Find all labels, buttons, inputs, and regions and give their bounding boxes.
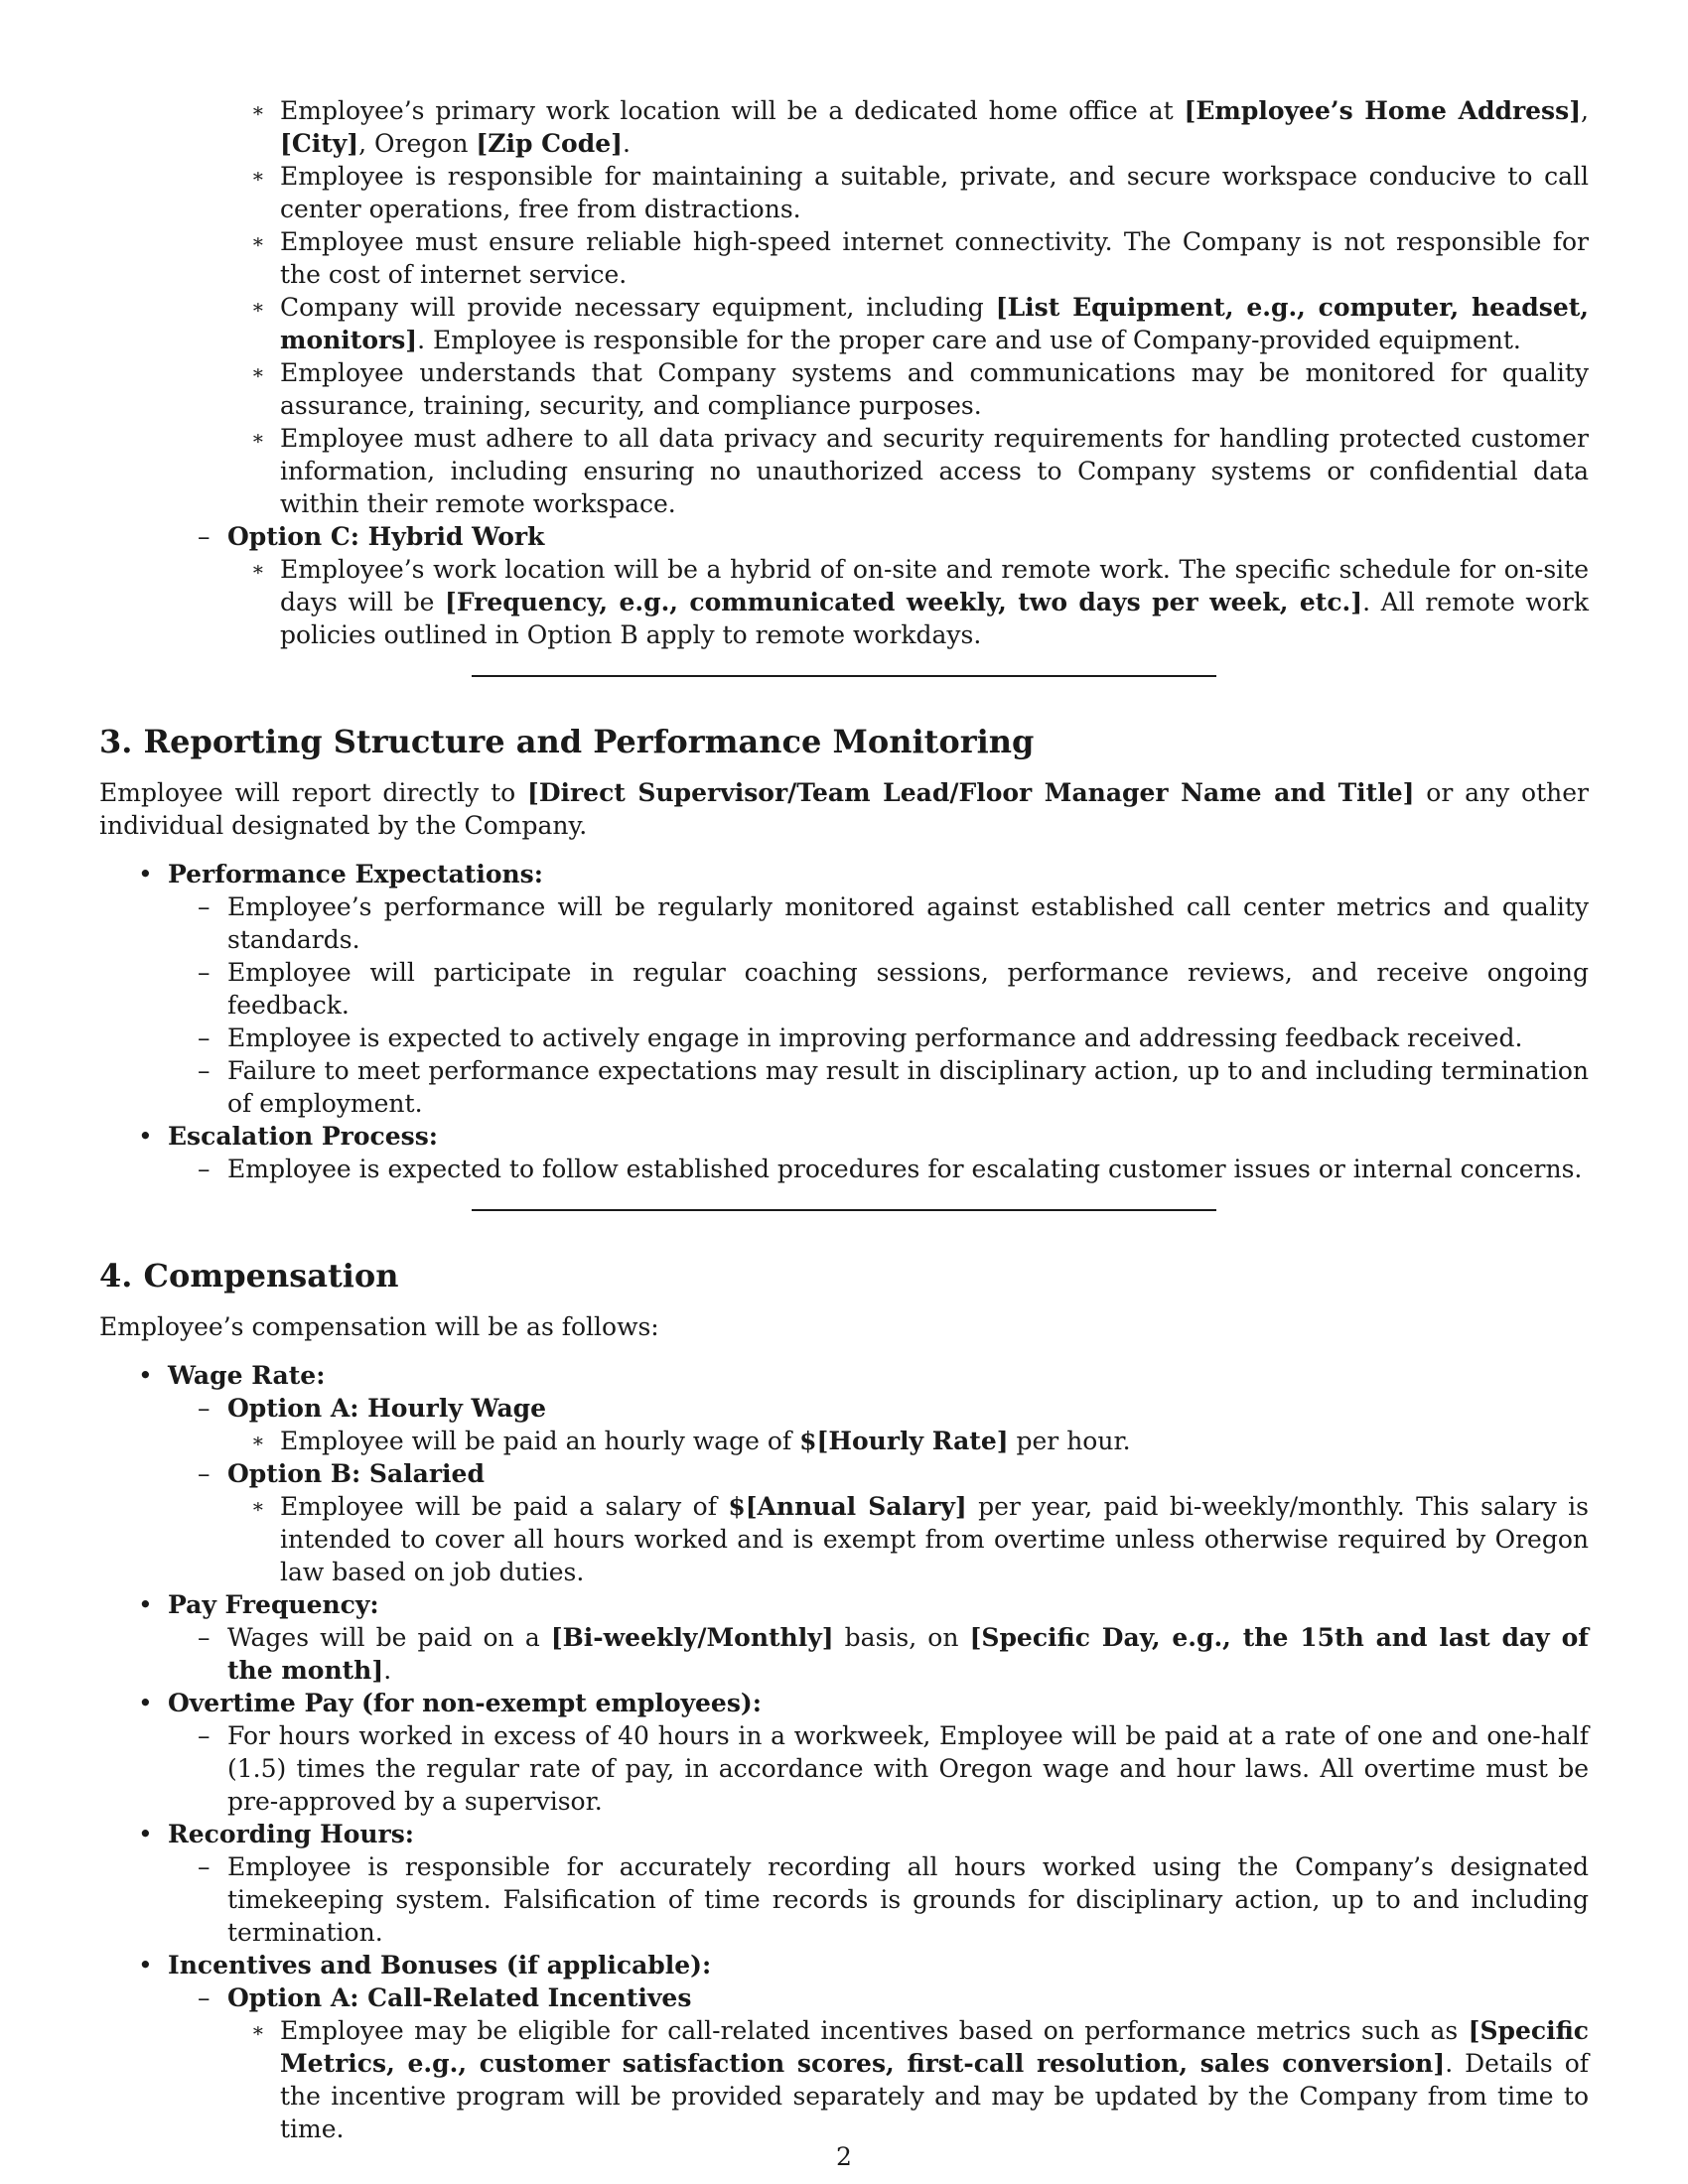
dash-marker: – xyxy=(198,1459,211,1488)
list-item: ∗ Employee must adhere to all data privacy and security requirements for handling protected customer information, including ensuring no unauthorized access to Company systems or confidential data within their remote workspace. xyxy=(251,424,1589,518)
list-item: – Wages will be paid on a [Bi-weekly/Monthly] basis, on [Specific Day, e.g., the 15th and last day of the month]. xyxy=(198,1623,1589,1685)
star-marker: ∗ xyxy=(251,98,265,122)
section-divider xyxy=(472,1209,1216,1211)
bullet-marker: • xyxy=(138,1951,153,1979)
star-marker: ∗ xyxy=(251,295,265,319)
placeholder-field: [List Equipment, e.g., computer, headset, monitors] xyxy=(280,293,1589,354)
placeholder-field: [Direct Supervisor/Team Lead/Floor Manager Name and Title] xyxy=(527,778,1415,807)
list-item: • Pay Frequency: xyxy=(138,1590,379,1619)
list-item: – Employee is expected to follow established procedures for escalating customer issues or internal concerns. xyxy=(198,1155,1583,1183)
page-number: 2 xyxy=(836,2142,852,2171)
bullet-marker: • xyxy=(138,1361,153,1390)
placeholder-field: [Specific Metrics, e.g., customer satisfaction scores, first-call resolution, sales conversion] xyxy=(280,2016,1589,2078)
list-item: ∗ Employee’s primary work location will be a dedicated home office at [Employee’s Home Address], [City], Oregon [Zip Code]. xyxy=(251,96,1589,158)
list-item: ∗ Employee will be paid an hourly wage of $[Hourly Rate] per hour. xyxy=(251,1427,1131,1455)
list-item: ∗ Employee must ensure reliable high-speed internet connectivity. The Company is not responsible for the cost of internet service. xyxy=(251,227,1589,289)
list-item: • Overtime Pay (for non-exempt employees): xyxy=(138,1689,762,1717)
list-item: • Wage Rate: xyxy=(138,1361,326,1390)
dash-marker: – xyxy=(198,1623,211,1652)
bullet-marker: • xyxy=(138,1820,153,1848)
list-item: – Employee’s performance will be regularly monitored against established call center metrics and quality standards. xyxy=(198,892,1589,954)
section-3-list xyxy=(99,858,1589,1185)
dash-marker: – xyxy=(198,522,211,551)
star-marker: ∗ xyxy=(251,2018,265,2042)
star-marker: ∗ xyxy=(251,360,265,384)
placeholder-field: $[Hourly Rate] xyxy=(799,1427,1009,1455)
remote-work-list xyxy=(99,94,1589,651)
placeholder-field: $[Annual Salary] xyxy=(728,1492,967,1521)
list-item: – Failure to meet performance expectations may result in disciplinary action, up to and including termination of employment. xyxy=(198,1056,1589,1118)
dash-marker: – xyxy=(198,1155,211,1183)
placeholder-field: [City] xyxy=(280,129,359,158)
list-item: ∗ Employee is responsible for maintaining a suitable, private, and secure workspace conducive to call center operations, free from distractions. xyxy=(251,162,1589,223)
list-item: • Escalation Process: xyxy=(138,1122,438,1151)
list-item: – Employee will participate in regular coaching sessions, performance reviews, and receive ongoing feedback. xyxy=(198,958,1589,1020)
section-3-intro: Employee will report directly to [Direct Supervisor/Team Lead/Floor Manager Name and Title] or any other individual designated by the Company. xyxy=(99,778,1589,840)
dash-marker: – xyxy=(198,1983,211,2012)
option-heading: – Option B: Salaried xyxy=(198,1459,485,1488)
section-4-heading: 4. Compensation xyxy=(99,1257,399,1295)
dash-marker: – xyxy=(198,958,211,987)
list-item: • Recording Hours: xyxy=(138,1820,415,1848)
section-4-list xyxy=(99,1359,1589,2145)
section-divider xyxy=(472,675,1216,677)
bullet-marker: • xyxy=(138,860,153,888)
option-heading: – Option C: Hybrid Work xyxy=(198,522,545,551)
list-item: ∗ Employee understands that Company systems and communications may be monitored for quality assurance, training, security, and compliance purposes. xyxy=(251,358,1589,420)
option-heading: – Option A: Call-Related Incentives xyxy=(198,1983,692,2012)
bullet-marker: • xyxy=(138,1122,153,1151)
dash-marker: – xyxy=(198,1721,211,1750)
list-item: – For hours worked in excess of 40 hours in a workweek, Employee will be paid at a rate of one and one-half (1.5) times the regular rate of pay, in accordance with Oregon wage and hour laws. All overtime must be pre-approved by a supervisor. xyxy=(198,1721,1589,1816)
section-3-heading: 3. Reporting Structure and Performance Monitoring xyxy=(99,723,1035,760)
list-item: – Employee is expected to actively engage in improving performance and addressing feedback received. xyxy=(198,1024,1523,1052)
placeholder-field: [Zip Code] xyxy=(476,129,623,158)
dash-marker: – xyxy=(198,892,211,921)
list-item: – Employee is responsible for accurately recording all hours worked using the Company’s designated timekeeping system. Falsification of time records is grounds for disciplinary action, up to and including termination. xyxy=(198,1852,1589,1947)
dash-marker: – xyxy=(198,1852,211,1881)
placeholder-field: [Specific Day, e.g., the 15th and last day of the month] xyxy=(227,1623,1589,1685)
dash-marker: – xyxy=(198,1024,211,1052)
document-page xyxy=(99,94,1589,2145)
star-marker: ∗ xyxy=(251,557,265,581)
placeholder-field: [Bi-weekly/Monthly] xyxy=(550,1623,834,1652)
star-marker: ∗ xyxy=(251,229,265,253)
section-4-intro: Employee’s compensation will be as follows: xyxy=(99,1312,659,1341)
list-item: • Incentives and Bonuses (if applicable): xyxy=(138,1951,712,1979)
list-item: ∗ Company will provide necessary equipment, including [List Equipment, e.g., computer, headset, monitors]. Employee is responsible for the proper care and use of Company-provided equipment. xyxy=(251,293,1589,354)
star-marker: ∗ xyxy=(251,1494,265,1518)
option-heading: – Option A: Hourly Wage xyxy=(198,1394,547,1423)
list-item: • Performance Expectations: xyxy=(138,860,543,888)
dash-marker: – xyxy=(198,1394,211,1423)
star-marker: ∗ xyxy=(251,426,265,450)
star-marker: ∗ xyxy=(251,164,265,188)
placeholder-field: [Frequency, e.g., communicated weekly, two days per week, etc.] xyxy=(445,588,1363,616)
star-marker: ∗ xyxy=(251,1429,265,1452)
list-item: ∗ Employee’s work location will be a hybrid of on-site and remote work. The specific schedule for on-site days will be [Frequency, e.g., communicated weekly, two days per week, etc.]. All remote work policies outlined in Option B apply to remote workdays. xyxy=(251,555,1589,649)
bullet-marker: • xyxy=(138,1590,153,1619)
list-item: ∗ Employee will be paid a salary of $[Annual Salary] per year, paid bi-weekly/monthly. This salary is intended to cover all hours worked and is exempt from overtime unless otherwise required by Oregon law based on job duties. xyxy=(251,1492,1589,1586)
bullet-marker: • xyxy=(138,1689,153,1717)
list-item: ∗ Employee may be eligible for call-related incentives based on performance metrics such as [Specific Metrics, e.g., customer satisfaction scores, first-call resolution, sales conversion]. Details of the incentive program will be provided separately and may be updated by the Company from time to time. xyxy=(251,2016,1589,2143)
dash-marker: – xyxy=(198,1056,211,1085)
placeholder-field: [Employee’s Home Address] xyxy=(1184,96,1582,125)
